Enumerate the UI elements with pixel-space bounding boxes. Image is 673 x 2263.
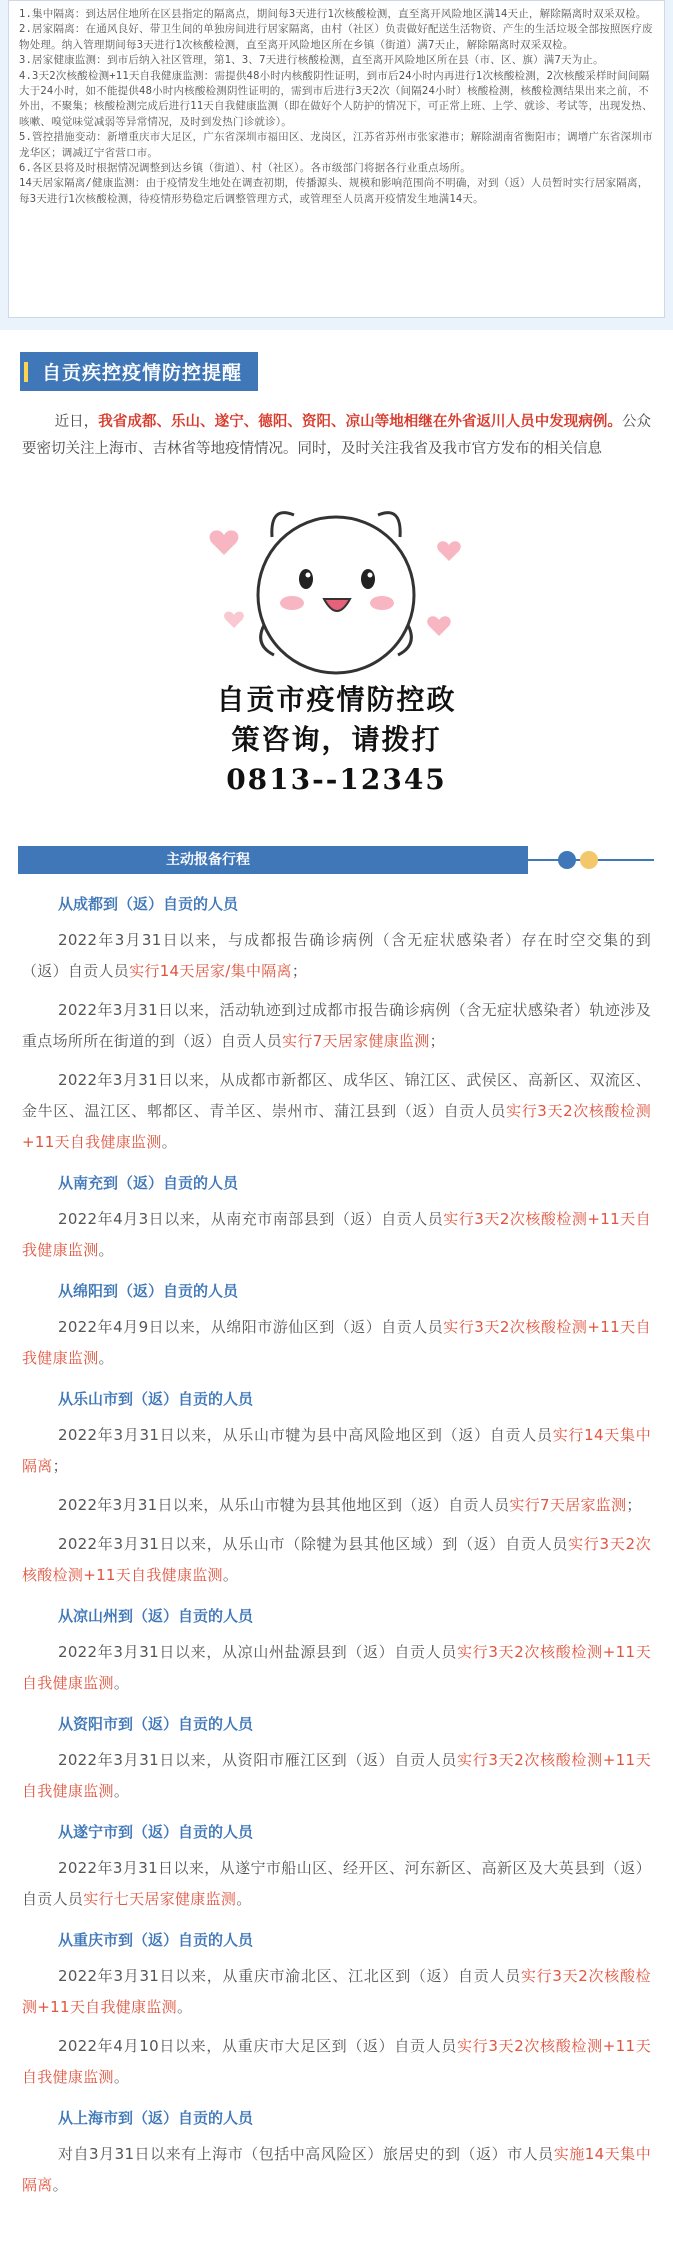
paragraph-punct: 。 <box>113 1674 130 1692</box>
measure-highlight: 实行3天2次核酸检测+11天自我健康监测 <box>22 1751 651 1800</box>
paragraph-text: 对自3月31日以来有上海市（包括中高风险区）旅居史的到（返）市人员 <box>58 2145 554 2163</box>
policy-line: 5.管控措施变动：新增重庆市大足区，广东省深圳市福田区、龙岗区，江苏省苏州市张家港市；解除湖南省衡阳市；调增广东省深圳市龙华区；调减辽宁省营口市。 <box>19 131 653 159</box>
hotline-line: 策咨询，请拨打 <box>231 723 442 756</box>
paragraph-text: 2022年4月10日以来，从重庆市大足区到（返）自贡人员 <box>58 2037 458 2055</box>
group-heading: 从上海市到（返）自贡的人员 <box>58 2109 254 2127</box>
notice-title: 自贡疾控疫情防控提醒 <box>42 362 243 384</box>
policy-line: 1.集中隔离：到达居住地所在区县指定的隔离点，期间每3天进行1次核酸检测，直至离开风险地区满14天止，解除隔离时双采双检。 <box>19 8 647 20</box>
group-paragraph <box>22 1490 651 1521</box>
hotline-line: 自贡市疫情防控政 <box>216 683 457 716</box>
notice-section <box>0 330 673 463</box>
group-paragraph <box>22 1745 651 1807</box>
paragraph-text: 2022年3月31日以来，从乐山市犍为县中高风险地区到（返）自贡人员 <box>58 1426 553 1444</box>
measure-highlight: 实施14天集中隔离 <box>22 2145 651 2194</box>
group-paragraph <box>22 1853 651 1915</box>
measure-highlight: 实行3天2次核酸检测+11天自我健康监测 <box>22 1318 651 1367</box>
report-section-header <box>18 843 654 879</box>
travel-groups <box>0 891 673 2201</box>
paragraph-punct: 。 <box>236 1890 252 1908</box>
group-paragraph <box>22 1961 651 2023</box>
group-paragraph <box>22 995 651 1057</box>
group-heading: 从成都到（返）自贡的人员 <box>58 895 239 913</box>
policy-excerpt-card <box>8 0 665 318</box>
measure-highlight: 实行3天2次核酸检测+11天自我健康监测 <box>22 1643 651 1692</box>
group-heading: 从资阳市到（返）自贡的人员 <box>58 1715 254 1733</box>
measure-highlight: 实行3天2次核酸检测+11天自我健康监测 <box>22 1210 651 1259</box>
paragraph-punct: ； <box>291 962 308 980</box>
paragraph-punct: 。 <box>222 1566 239 1584</box>
policy-line: 3.居家健康监测：到市后纳入社区管理，第1、3、7天进行核酸检测，直至离开风险地区所在县（市、区、旗）满7天为止。 <box>19 54 604 67</box>
notice-title-banner <box>20 352 258 391</box>
paragraph-punct: ； <box>626 1496 642 1514</box>
yellow-dot-icon <box>580 851 598 869</box>
group-paragraph <box>22 2139 651 2201</box>
measure-highlight: 实行七天居家健康监测 <box>83 1890 237 1908</box>
paragraph-punct: 。 <box>98 1241 114 1259</box>
group-paragraph <box>22 1312 651 1374</box>
policy-line: 14天居家隔离/健康监测：由于疫情发生地处在调查初期，传播源头、规模和影响范围尚不明确，对到（返）人员暂时实行居家隔离，每3天进行1次核酸检测，待疫情形势稳定后调整管理方式，或管理至人员离开疫情发生地满14天。 <box>19 177 649 205</box>
group-paragraph <box>22 1529 651 1591</box>
group-paragraph <box>22 2031 651 2093</box>
group-heading: 从乐山市到（返）自贡的人员 <box>58 1390 254 1408</box>
paragraph-text: 2022年4月3日以来，从南充市南部县到（返）自贡人员 <box>58 1210 444 1228</box>
paragraph-text: 2022年3月31日以来，从遂宁市船山区、经开区、河东新区、高新区及大英县到（返）自贡人员 <box>22 1859 651 1908</box>
paragraph-punct: 。 <box>161 1133 177 1151</box>
policy-excerpt-band <box>0 0 673 330</box>
measure-highlight: 实行7天居家监测 <box>509 1496 627 1514</box>
group-paragraph <box>22 1637 651 1699</box>
measure-highlight: 实行3天2次核酸检测+11天自我健康监测 <box>22 1102 651 1151</box>
measure-highlight: 实行14天居家/集中隔离 <box>129 962 292 980</box>
intro-rest: 公众要密切关注上海市、吉林省等地疫情情况。同时，及时关注我省及我市官方发布的相关信息 <box>22 414 652 457</box>
paragraph-punct: 。 <box>113 1782 130 1800</box>
blue-dot-icon <box>558 851 576 869</box>
paragraph-punct: 。 <box>98 1349 114 1367</box>
measure-highlight: 实行14天集中隔离 <box>22 1426 652 1475</box>
intro-lead: 近日， <box>54 414 99 430</box>
paragraph-text: 2022年3月31日以来，从成都市新都区、成华区、锦江区、武侯区、高新区、双流区、金牛区、温江区、郫都区、青羊区、崇州市、蒲江县到（返）自贡人员 <box>22 1071 651 1120</box>
paragraph-text: 2022年4月9日以来，从绵阳市游仙区到（返）自贡人员 <box>58 1318 444 1336</box>
paragraph-text: 2022年3月31日以来，与成都报告确诊病例（含无症状感染者）存在时空交集的到（返）自贡人员 <box>22 931 651 980</box>
hotline-poster <box>164 475 509 825</box>
measure-highlight: 实行3天2次核酸检测+11天自我健康监测 <box>22 1967 651 2016</box>
notice-intro <box>0 391 673 463</box>
intro-highlight: 我省成都、乐山、遂宁、德阳、资阳、凉山等地相继在外省返川人员中发现病例。 <box>98 414 622 430</box>
paragraph-punct: ； <box>429 1032 445 1050</box>
group-heading: 从南充到（返）自贡的人员 <box>58 1174 239 1192</box>
policy-line: 6.各区县将及时根据情况调整到达乡镇（街道）、村（社区）。各市级部门将据各行业重点场所。 <box>19 162 471 175</box>
paragraph-text: 2022年3月31日以来，从乐山市犍为县其他地区到（返）自贡人员 <box>58 1496 510 1514</box>
group-heading: 从凉山州到（返）自贡的人员 <box>58 1607 254 1625</box>
hotline-number: 0813--12345 <box>226 763 447 796</box>
measure-highlight: 实行3天2次核酸检测+11天自我健康监测 <box>22 2037 651 2086</box>
group-heading: 从绵阳到（返）自贡的人员 <box>58 1282 239 1300</box>
paragraph-text: 2022年3月31日以来，从资阳市雁江区到（返）自贡人员 <box>58 1751 458 1769</box>
paragraph-punct: ； <box>52 1457 68 1475</box>
hotline-text <box>164 680 509 800</box>
cartoon-mascot-icon <box>164 475 509 685</box>
group-paragraph <box>22 1204 651 1266</box>
paragraph-text: 2022年3月31日以来，从凉山州盐源县到（返）自贡人员 <box>58 1643 458 1661</box>
paragraph-punct: 。 <box>176 1998 193 2016</box>
paragraph-text: 2022年3月31日以来，从乐山市（除犍为县其他区域）到（返）自贡人员 <box>58 1535 569 1553</box>
paragraph-text: 2022年3月31日以来，从重庆市渝北区、江北区到（返）自贡人员 <box>58 1967 521 1985</box>
group-paragraph <box>22 1065 651 1158</box>
paragraph-text: 2022年3月31日以来，活动轨迹到过成都市报告确诊病例（含无症状感染者）轨迹涉及重点场所所在街道的到（返）自贡人员 <box>22 1001 651 1050</box>
group-heading: 从遂宁市到（返）自贡的人员 <box>58 1823 254 1841</box>
policy-line: 4.3天2次核酸检测+11天自我健康监测：需提供48小时内核酸阴性证明，到市后24小时内再进行1次核酸检测，2次核酸采样时间间隔大于24小时，如不能提供48小时内核酸检测阴性证明的，需到市后进行3天2次（间隔24小时）核酸检测，核酸检测结果出来之前，不外出，不聚集；核酸检测完成后进行11天自我健康监测（即在做好个人防护的情况下，可正常上班、上学、就诊、考试等，出现发热、咳嗽、嗅觉味觉减弱等异常情况，及时到发热门诊就诊）。 <box>19 69 653 128</box>
paragraph-punct: 。 <box>52 2176 68 2194</box>
group-heading: 从重庆市到（返）自贡的人员 <box>58 1931 254 1949</box>
paragraph-punct: 。 <box>113 2068 130 2086</box>
policy-line: 2.居家隔离：在通风良好、带卫生间的单独房间进行居家隔离，由村（社区）负责做好配送生活物资、产生的生活垃圾全部按照医疗废物处理。纳入管理期间每3天进行1次核酸检测，直至离开风险地区所在乡镇（街道）满7天止，解除隔离时双采双检。 <box>19 23 653 51</box>
group-paragraph <box>22 925 651 987</box>
group-paragraph <box>22 1420 651 1482</box>
measure-highlight: 实行3天2次核酸检测+11天自我健康监测 <box>22 1535 652 1584</box>
measure-highlight: 实行7天居家健康监测 <box>282 1032 430 1050</box>
report-title: 主动报备行程 <box>166 852 250 868</box>
